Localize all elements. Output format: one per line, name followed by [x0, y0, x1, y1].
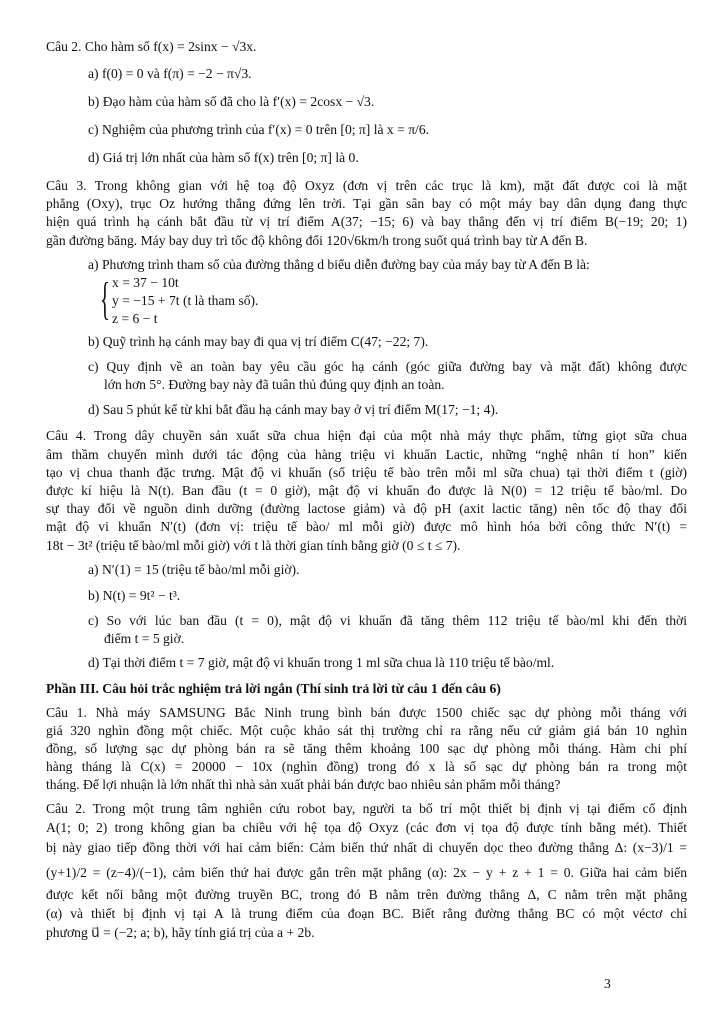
question-4-option-c-line-1: c) So với lúc ban đầu (t = 0), mật độ vi khuẩn đã tăng thêm 112 triệu tế bào/ml khi đến thời — [88, 613, 687, 628]
equation-system-brace: { — [100, 273, 110, 324]
short-q2-line-4: (y+1)/2 = (z−4)/(−1), cảm biến thứ hai được gắn trên mặt phẳng (α): 2x − y + z + 1 = 0. Giữa hai cảm biến — [46, 865, 687, 880]
short-q1-line-4: hàng tháng là C(x) = 20000 − 10x (nghìn đồng) trong đó x là số sạc dự phòng bán ra trong một — [46, 759, 687, 774]
short-q1-line-5: tháng. Để lợi nhuận là lớn nhất thì nhà sản xuất phải bán được bao nhiêu sản phẩm mỗi tháng? — [46, 777, 561, 792]
question-3-stem-line-3: hiện quá trình hạ cánh bắt đầu từ vị trí điểm A(37; −15; 6) và bay thẳng đến vị trí điểm B(−19; 20; 1) — [46, 214, 687, 229]
short-q2-line-7: phương u⃗ = (−2; a; b), hãy tính giá trị của a + 2b. — [46, 925, 315, 940]
param-equation-y: y = −15 + 7t (t là tham số). — [112, 293, 259, 308]
short-q1-line-2: giá 320 nghìn đồng một chiếc. Một cuộc khảo sát thị trường chỉ ra rằng nếu cứ giảm giá bán 10 nghìn — [46, 723, 687, 738]
question-2-option-a: a) f(0) = 0 và f(π) = −2 − π√3. — [88, 66, 252, 81]
param-equation-x: x = 37 − 10t — [112, 275, 179, 290]
part-3-heading: Phần III. Câu hỏi trắc nghiệm trả lời ngắn (Thí sinh trả lời từ câu 1 đến câu 6) — [46, 681, 501, 696]
short-q2-line-2: A(1; 0; 2) trong không gian ba chiều với hệ tọa độ Oxyz (các đơn vị tọa độ được tính bằng mét). Thiết — [46, 820, 687, 835]
question-2-stem: Câu 2. Cho hàm số f(x) = 2sinx − √3x. — [46, 39, 257, 54]
question-3-stem-line-4: gần đường băng. Máy bay duy trì tốc độ không đổi 120√6km/h trong suốt quá trình bay từ A đến B. — [46, 233, 588, 248]
short-q2-line-5: được kết nối bằng một đường truyền BC, trong đó B nằm trên đường thẳng Δ, C nằm trên mặt phẳng — [46, 887, 687, 902]
short-q2-line-1: Câu 2. Trong một trung tâm nghiên cứu robot bay, người ta bố trí một thiết bị định vị tại điểm cố định — [46, 801, 687, 816]
question-3-stem-line-2: phẳng (Oxy), trục Oz hướng thẳng đứng lên trời. Tại gần sân bay có một máy bay dân dụng đang thực — [46, 196, 687, 211]
question-2-option-d: d) Giá trị lớn nhất của hàm số f(x) trên [0; π] là 0. — [88, 150, 359, 165]
question-4-stem-line-4: được kí hiệu là N(t). Ban đầu (t = 0 giờ), mật độ vi khuẩn đo được là N(0) = 12 triệu tế bào/ml. Do — [46, 483, 687, 498]
question-3-option-c-line-2: lớn hơn 5°. Đường bay này đã tuân thủ đúng quy định an toàn. — [104, 377, 445, 392]
short-q1-line-3: đồng, số lượng sạc dự phòng bán ra sẽ tăng thêm khoảng 100 sạc dự phòng mỗi tháng. Hàm chi phí — [46, 741, 687, 756]
question-4-stem-line-7: 18t − 3t² (triệu tế bào/ml mỗi giờ) với t là thời gian tính bằng giờ (0 ≤ t ≤ 7). — [46, 538, 461, 553]
question-4-option-d: d) Tại thời điểm t = 7 giờ, mật độ vi khuẩn trong 1 ml sữa chua là 110 triệu tế bào/ml. — [88, 655, 555, 670]
question-4-stem-line-2: âm thầm chuyển mình dưới tác động của hàng triệu vi khuẩn Lactic, những “nghệ nhân tí hon” kiến — [46, 447, 687, 462]
short-q1-line-1: Câu 1. Nhà máy SAMSUNG Bắc Ninh trung bình bán được 1500 chiếc sạc dự phòng mỗi tháng với — [46, 705, 687, 720]
question-2-option-c: c) Nghiệm của phương trình của f′(x) = 0 trên [0; π] là x = π/6. — [88, 122, 430, 137]
short-q2-line-6: (α) và thiết bị định vị tại A là trung điểm của đoạn BC. Biết rằng đường thẳng BC có một véctơ chỉ — [46, 906, 687, 921]
question-4-option-c-line-2: điểm t = 5 giờ. — [104, 631, 185, 646]
page-number: 3 — [604, 976, 611, 991]
question-4-option-b: b) N(t) = 9t² − t³. — [88, 588, 181, 603]
question-4-stem-line-1: Câu 4. Trong dây chuyền sản xuất sữa chua hiện đại của một nhà máy thực phẩm, từng giọt sữa chua — [46, 428, 687, 443]
question-2-option-b: b) Đạo hàm của hàm số đã cho là f′(x) = 2cosx − √3. — [88, 94, 375, 109]
question-4-option-a: a) N′(1) = 15 (triệu tế bào/ml mỗi giờ). — [88, 562, 300, 577]
question-3-option-a: a) Phương trình tham số của đường thẳng d biểu diễn đường bay của máy bay từ A đến B là: — [88, 257, 590, 272]
question-4-stem-line-6: mật độ vi khuẩn N′(t) (đơn vị: triệu tế bào/ ml mỗi giờ) được mô hình hóa bởi công thức N′(t) = — [46, 519, 687, 534]
question-3-stem-line-1: Câu 3. Trong không gian với hệ toạ độ Oxyz (đơn vị trên các trục là km), mặt đất được coi là mặt — [46, 178, 687, 193]
question-4-stem-line-3: tạo vị chua thanh đặc trưng. Mật độ vi khuẩn (số triệu tế bào trên mỗi ml sữa chua) tại thời điểm t (giờ) — [46, 465, 687, 480]
question-4-stem-line-5: sự thay đổi về nguồn dinh dưỡng (đường lactose giảm) và độ pH (axit lactic tăng) nên tốc độ thay đổi — [46, 501, 687, 516]
param-equation-z: z = 6 − t — [112, 311, 158, 326]
question-3-option-c-line-1: c) Quy định về an toàn bay yêu cầu góc hạ cánh (góc giữa đường bay và mặt đất) không được — [88, 359, 687, 374]
question-3-option-d: d) Sau 5 phút kể từ khi bắt đầu hạ cánh may bay ở vị trí điểm M(17; −1; 4). — [88, 402, 499, 417]
question-3-option-b: b) Quỹ trình hạ cánh may bay đi qua vị trí điểm C(47; −22; 7). — [88, 334, 429, 349]
short-q2-line-3: bị này giao tiếp đồng thời với hai cảm biến: Cảm biến thứ nhất di chuyển dọc theo đường thẳng Δ: (x−3)/1 = — [46, 840, 687, 855]
